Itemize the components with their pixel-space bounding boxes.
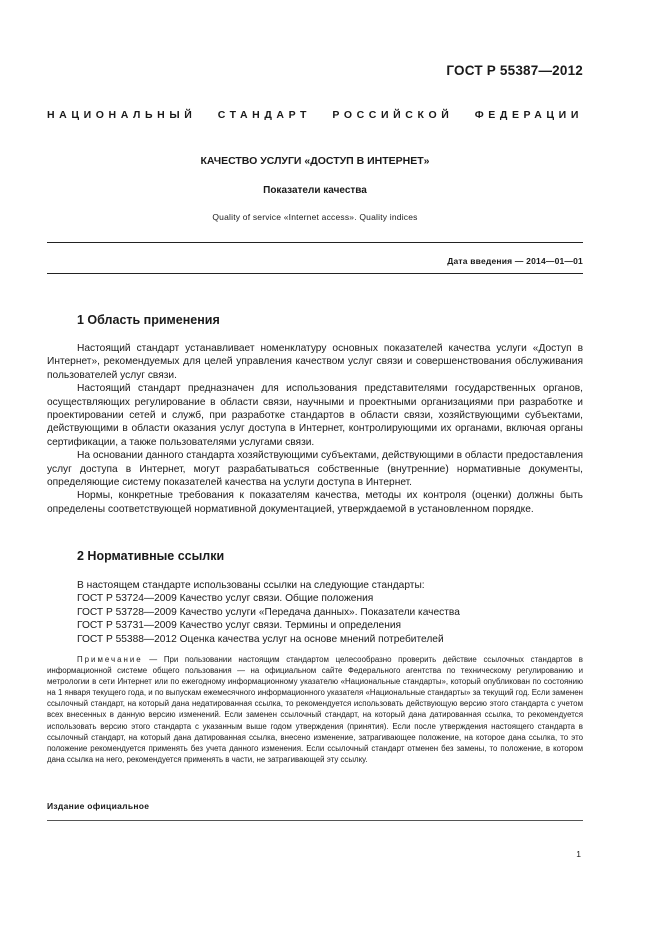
national-standard-banner	[47, 109, 583, 121]
reference-item: ГОСТ Р 53728—2009 Качество услуги «Передача данных». Показатели качества	[77, 606, 460, 618]
references-note	[47, 654, 583, 765]
title-divider	[47, 242, 583, 243]
references-list	[77, 579, 583, 646]
section-heading-scope: 1 Область применения	[77, 313, 220, 327]
official-edition-label: Издание официальное	[47, 801, 150, 811]
document-title-english: Quality of service «Internet access». Quality indices	[212, 212, 418, 222]
reference-item: ГОСТ Р 53731—2009 Качество услуг связи. Термины и определения	[77, 620, 402, 632]
section-heading-references: 2 Нормативные ссылки	[77, 549, 225, 563]
banner-word: СТАНДАРТ	[217, 109, 312, 121]
footer-divider	[47, 820, 583, 821]
note-text: — При пользовании настоящим стандартом целесообразно проверить действие ссылочных стандартов в информационной системе общего пользования — на официальном сайте Федерального агентства по техническому регулированию и метрологии в сети Интернет или по ежегодному информационному указателю «Национальные стандарты», который опубликован по состоянию на 1 января текущего года, и по выпускам ежемесячного информационного указателя «Национальные стандарты» за текущий год. Если заменен ссылочный стандарт, на который дана недатированная ссылка, то рекомендуется использовать действующую версию этого стандарта с учетом всех внесенных в данную версию изменений. Если заменен ссылочный стандарт, на который дана датированная ссылка, то рекомендуется использовать версию этого стандарта с указанным выше годом утверждения (принятия). Если после утверждения настоящего стандарта в ссылочный стандарт, на который дана датированная ссылка, внесено изменение, затрагивающее положение, на которое дана ссылка, то это положение рекомендуется применять без учета данного изменения. Если ссылочный стандарт отменен без замены, то положение, в котором дана ссылка на него, рекомендуется применять в части, не затрагивающей эту ссылку.	[47, 655, 583, 764]
note-label: Примечание	[77, 655, 143, 664]
standard-code: ГОСТ Р 55387—2012	[446, 63, 583, 78]
paragraph: Нормы, конкретные требования к показателям качества, методы их контроля (оценки) должны быть определены соответствующей нормативной документацией, утверждаемой в установленном порядке.	[47, 490, 583, 515]
date-divider	[47, 273, 583, 274]
banner-word: НАЦИОНАЛЬНЫЙ	[47, 109, 197, 121]
paragraph: Настоящий стандарт предназначен для использования представителями государственных органов, осуществляющих регулирование в области связи, научными и проектными организациями при разработке и проектировании сетей и служб, при разработке стандартов в области связи, хозяйствующими субъектами, действующими в области оказания услуг доступа в Интернет, контролирующими их органами, включая органы сертификации, а также пользователями услугами связи.	[47, 383, 583, 448]
paragraph: На основании данного стандарта хозяйствующими субъектами, действующими в области предоставления услуг доступа в Интернет, могут разрабатываться собственные (внутренние) нормативные документы, определяющие систему показателей качества на услуги доступа в Интернет.	[47, 450, 583, 489]
reference-item: ГОСТ Р 55388—2012 Оценка качества услуг на основе мнений потребителей	[77, 633, 444, 645]
section-scope-body	[47, 342, 583, 516]
references-lead: В настоящем стандарте использованы ссылки на следующие стандарты:	[77, 580, 425, 591]
reference-item: ГОСТ Р 53724—2009 Качество услуг связи. Общие положения	[77, 593, 374, 605]
introduction-date: Дата введения — 2014—01—01	[447, 256, 583, 266]
document-title: КАЧЕСТВО УСЛУГИ «ДОСТУП В ИНТЕРНЕТ»	[200, 155, 430, 167]
page-number: 1	[576, 849, 581, 859]
document-subtitle: Показатели качества	[263, 185, 367, 196]
banner-word: РОССИЙСКОЙ	[332, 109, 454, 121]
banner-word: ФЕДЕРАЦИИ	[474, 109, 583, 121]
paragraph: Настоящий стандарт устанавливает номенклатуру основных показателей качества услуги «Доступ в Интернет», рекомендуемых для целей управления качеством услуг связи и совершенствования обслуживания пользователей услуг связи.	[47, 343, 583, 381]
